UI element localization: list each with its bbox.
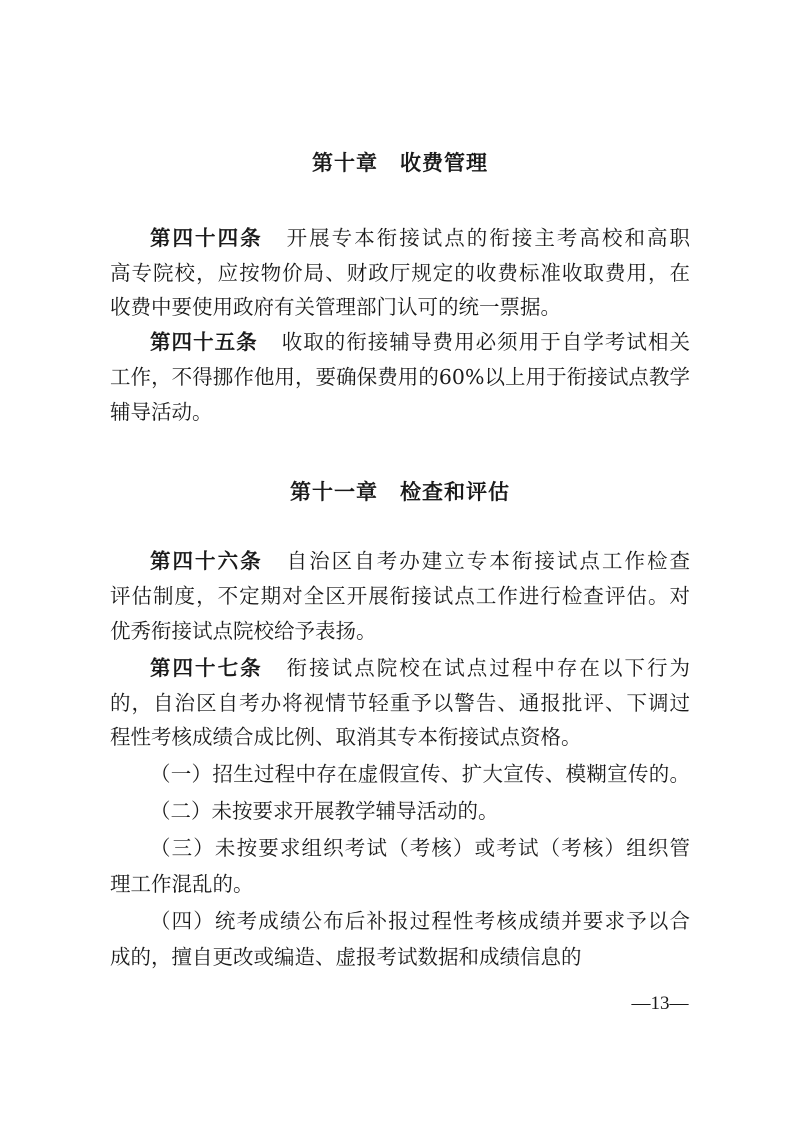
article-47-label: 第四十七条 <box>150 656 263 680</box>
article-47-text-1: 衔接试点院校在试点过程中存在以下行为 <box>286 656 691 680</box>
article-47-item-2: （二）未按要求开展教学辅导活动的。 <box>150 799 499 823</box>
article-47-item-4-line-2: 成的，擅自更改或编造、虚报考试数据和成绩信息的 <box>110 945 582 969</box>
page-number: —13— <box>631 993 689 1014</box>
article-44-label: 第四十四条 <box>150 226 263 250</box>
article-47-item-3-line-1: （三）未按要求组织考试（考核）或考试（考核）组织管 <box>150 836 690 860</box>
article-45-line-1 <box>150 327 690 357</box>
article-47-item-3-line-2: 理工作混乱的。 <box>110 872 254 896</box>
article-46-line-3: 优秀衔接试点院校给予表扬。 <box>110 619 377 643</box>
article-47-item-4-line-1: （四）统考成绩公布后补报过程性考核成绩并要求予以合 <box>150 909 690 933</box>
chapter-10-title: 第十章 收费管理 <box>312 151 488 175</box>
article-46-line-1 <box>150 546 690 576</box>
article-44-line-2: 高专院校，应按物价局、财政厅规定的收费标准收取费用，在 <box>110 261 690 285</box>
article-44-line-1 <box>150 223 690 253</box>
article-47-line-2: 的，自治区自考办将视情节轻重予以警告、通报批评、下调过 <box>110 691 690 715</box>
article-45-text-1: 收取的衔接辅导费用必须用于自学考试相关 <box>281 330 691 354</box>
article-46-label: 第四十六条 <box>150 549 263 573</box>
article-44-line-3: 收费中要使用政府有关管理部门认可的统一票据。 <box>110 295 561 319</box>
article-47-item-1: （一）招生过程中存在虚假宣传、扩大宣传、模糊宣传的。 <box>150 762 690 786</box>
chapter-11-title: 第十一章 检查和评估 <box>290 480 510 504</box>
article-45-line-3: 辅导活动。 <box>110 400 213 424</box>
article-44-text-1: 开展专本衔接试点的衔接主考高校和高职 <box>286 226 691 250</box>
article-46-text-1: 自治区自考办建立专本衔接试点工作检查 <box>286 549 691 573</box>
article-45-line-2: 工作，不得挪作他用，要确保费用的60%以上用于衔接试点教学 <box>110 365 690 389</box>
article-47-line-1 <box>150 653 690 683</box>
article-45-label: 第四十五条 <box>150 330 258 354</box>
article-46-line-2: 评估制度，不定期对全区开展衔接试点工作进行检查评估。对 <box>110 584 690 608</box>
article-47-line-3: 程性考核成绩合成比例、取消其专本衔接试点资格。 <box>110 725 582 749</box>
